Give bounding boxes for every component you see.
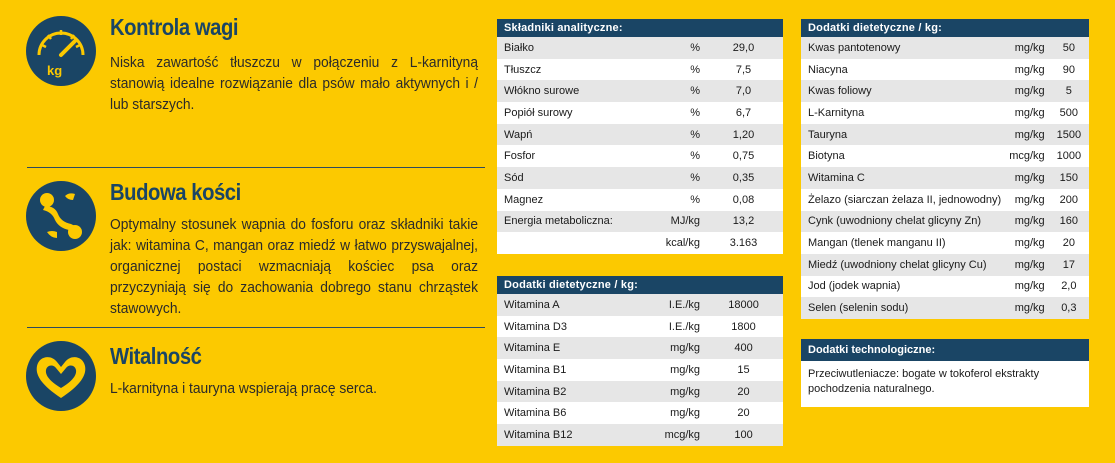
cell-value: 7,5 <box>704 59 783 81</box>
cell-value: 160 <box>1049 211 1089 233</box>
divider-2 <box>27 327 485 328</box>
cell-name: L-Karnityna <box>801 102 1005 124</box>
vitality-title: Witalność <box>110 343 202 369</box>
table-row <box>801 232 1089 254</box>
cell-unit: mg/kg <box>1005 189 1048 211</box>
cell-name: Biotyna <box>801 145 1005 167</box>
table-row <box>801 80 1089 102</box>
table-row <box>497 424 783 446</box>
table-row <box>497 124 783 146</box>
table-row <box>497 211 783 233</box>
table-row <box>497 232 783 254</box>
cell-name: Jod (jodek wapnia) <box>801 276 1005 298</box>
weight-icon <box>25 15 97 87</box>
table-row <box>497 102 783 124</box>
cell-name: Magnez <box>497 189 662 211</box>
table-row <box>497 294 783 316</box>
cell-unit: kcal/kg <box>662 232 704 254</box>
cell-name: Selen (selenin sodu) <box>801 297 1005 319</box>
table-row <box>497 381 783 403</box>
cell-unit: % <box>662 167 704 189</box>
table-row <box>497 189 783 211</box>
cell-unit: % <box>662 145 704 167</box>
cell-name: Włókno surowe <box>497 80 662 102</box>
cell-unit: mg/kg <box>1005 37 1048 59</box>
dietetic-header: Dodatki dietetyczne / kg: <box>801 19 1089 37</box>
bones-text: Optymalny stosunek wapnia do fosforu oraz składniki takie jak: witamina C, mangan oraz miedź w łatwo przyswajalnej, organicznej postaci wzmacniają kościec psa oraz przyczyniają się do zachowania dobrego stanu chrząstek stawowych. <box>110 216 478 317</box>
table-row <box>801 254 1089 276</box>
table-row <box>497 167 783 189</box>
vitamins-header: Dodatki dietetyczne / kg: <box>497 276 783 294</box>
cell-value: 15 <box>704 359 783 381</box>
table-row <box>497 59 783 81</box>
table-row <box>497 80 783 102</box>
dietetic-table <box>801 19 1089 319</box>
cell-value: 1000 <box>1049 145 1089 167</box>
table-row <box>497 359 783 381</box>
table-row <box>801 297 1089 319</box>
cell-unit: mg/kg <box>661 402 704 424</box>
cell-unit: % <box>662 189 704 211</box>
cell-unit: mg/kg <box>1005 232 1048 254</box>
vitamins-table <box>497 276 783 446</box>
cell-value: 20 <box>1049 232 1089 254</box>
table-row <box>801 59 1089 81</box>
cell-value: 13,2 <box>704 211 783 233</box>
weight-text: Niska zawartość tłuszczu w połączeniu z L-karnityną stanowią idealne rozwiązanie dla psów mało aktywnych i / lub starszych. <box>110 54 478 113</box>
table-row <box>801 124 1089 146</box>
cell-name: Witamina A <box>497 294 661 316</box>
cell-value: 1500 <box>1049 124 1089 146</box>
cell-unit: mg/kg <box>1005 167 1048 189</box>
cell-unit: mg/kg <box>1005 80 1048 102</box>
technological-box <box>801 339 1089 407</box>
table-row <box>801 37 1089 59</box>
table-row <box>497 145 783 167</box>
cell-name: Popiół surowy <box>497 102 662 124</box>
cell-value: 29,0 <box>704 37 783 59</box>
table-row <box>801 276 1089 298</box>
cell-name: Witamina E <box>497 337 661 359</box>
cell-value: 1,20 <box>704 124 783 146</box>
cell-name <box>497 232 662 254</box>
cell-value: 500 <box>1049 102 1089 124</box>
analytical-header: Składniki analityczne: <box>497 19 783 37</box>
cell-name: Miedź (uwodniony chelat glicyny Cu) <box>801 254 1005 276</box>
cell-value: 5 <box>1049 80 1089 102</box>
cell-value: 400 <box>704 337 783 359</box>
cell-value: 2,0 <box>1049 276 1089 298</box>
cell-value: 0,3 <box>1049 297 1089 319</box>
cell-unit: mg/kg <box>661 337 704 359</box>
table-row <box>801 145 1089 167</box>
cell-name: Fosfor <box>497 145 662 167</box>
cell-unit: mcg/kg <box>1005 145 1048 167</box>
table-row <box>801 211 1089 233</box>
cell-name: Mangan (tlenek manganu II) <box>801 232 1005 254</box>
table-row <box>497 402 783 424</box>
cell-unit: mg/kg <box>661 359 704 381</box>
cell-name: Witamina B12 <box>497 424 661 446</box>
cell-name: Witamina B6 <box>497 402 661 424</box>
table-row <box>801 102 1089 124</box>
cell-name: Wapń <box>497 124 662 146</box>
cell-unit: mg/kg <box>1005 276 1048 298</box>
cell-value: 50 <box>1049 37 1089 59</box>
cell-name: Witamina B1 <box>497 359 661 381</box>
cell-value: 20 <box>704 402 783 424</box>
cell-unit: I.E./kg <box>661 294 704 316</box>
cell-value: 20 <box>704 381 783 403</box>
cell-unit: MJ/kg <box>662 211 704 233</box>
cell-value: 150 <box>1049 167 1089 189</box>
cell-name: Energia metaboliczna: <box>497 211 662 233</box>
cell-value: 6,7 <box>704 102 783 124</box>
cell-unit: % <box>662 80 704 102</box>
weight-title: Kontrola wagi <box>110 14 239 40</box>
cell-name: Tłuszcz <box>497 59 662 81</box>
bones-title: Budowa kości <box>110 179 241 205</box>
cell-unit: mcg/kg <box>661 424 704 446</box>
cell-value: 1800 <box>704 316 783 338</box>
cell-value: 100 <box>704 424 783 446</box>
cell-value: 0,75 <box>704 145 783 167</box>
cell-name: Cynk (uwodniony chelat glicyny Zn) <box>801 211 1005 233</box>
technological-header: Dodatki technologiczne: <box>801 339 1089 361</box>
bone-icon <box>25 180 97 252</box>
cell-unit: % <box>662 59 704 81</box>
cell-name: Kwas foliowy <box>801 80 1005 102</box>
technological-text: Przeciwutleniacze: bogate w tokoferol ekstrakty pochodzenia naturalnego. <box>808 368 1040 395</box>
cell-value: 17 <box>1049 254 1089 276</box>
analytical-table <box>497 19 783 254</box>
table-row <box>497 337 783 359</box>
cell-name: Witamina D3 <box>497 316 661 338</box>
cell-unit: mg/kg <box>1005 124 1048 146</box>
cell-name: Żelazo (siarczan żelaza II, jednowodny) <box>801 189 1005 211</box>
table-row <box>497 316 783 338</box>
cell-name: Białko <box>497 37 662 59</box>
cell-value: 0,35 <box>704 167 783 189</box>
cell-name: Sód <box>497 167 662 189</box>
cell-name: Witamina B2 <box>497 381 661 403</box>
cell-value: 200 <box>1049 189 1089 211</box>
cell-value: 90 <box>1049 59 1089 81</box>
cell-unit: mg/kg <box>1005 297 1048 319</box>
cell-unit: mg/kg <box>1005 59 1048 81</box>
cell-unit: mg/kg <box>1005 254 1048 276</box>
cell-unit: % <box>662 102 704 124</box>
vitality-text: L-karnityna i tauryna wspierają pracę serca. <box>110 380 377 397</box>
cell-value: 7,0 <box>704 80 783 102</box>
cell-name: Niacyna <box>801 59 1005 81</box>
cell-unit: mg/kg <box>1005 211 1048 233</box>
cell-unit: mg/kg <box>661 381 704 403</box>
divider-1 <box>27 167 485 168</box>
cell-value: 18000 <box>704 294 783 316</box>
cell-unit: I.E./kg <box>661 316 704 338</box>
table-row <box>801 189 1089 211</box>
cell-name: Tauryna <box>801 124 1005 146</box>
svg-text:kg: kg <box>47 63 63 78</box>
table-row <box>801 167 1089 189</box>
cell-name: Witamina C <box>801 167 1005 189</box>
table-row <box>497 37 783 59</box>
cell-value: 3.163 <box>704 232 783 254</box>
cell-unit: % <box>662 124 704 146</box>
cell-unit: % <box>662 37 704 59</box>
cell-name: Kwas pantotenowy <box>801 37 1005 59</box>
cell-unit: mg/kg <box>1005 102 1048 124</box>
heart-icon <box>25 340 97 412</box>
cell-value: 0,08 <box>704 189 783 211</box>
